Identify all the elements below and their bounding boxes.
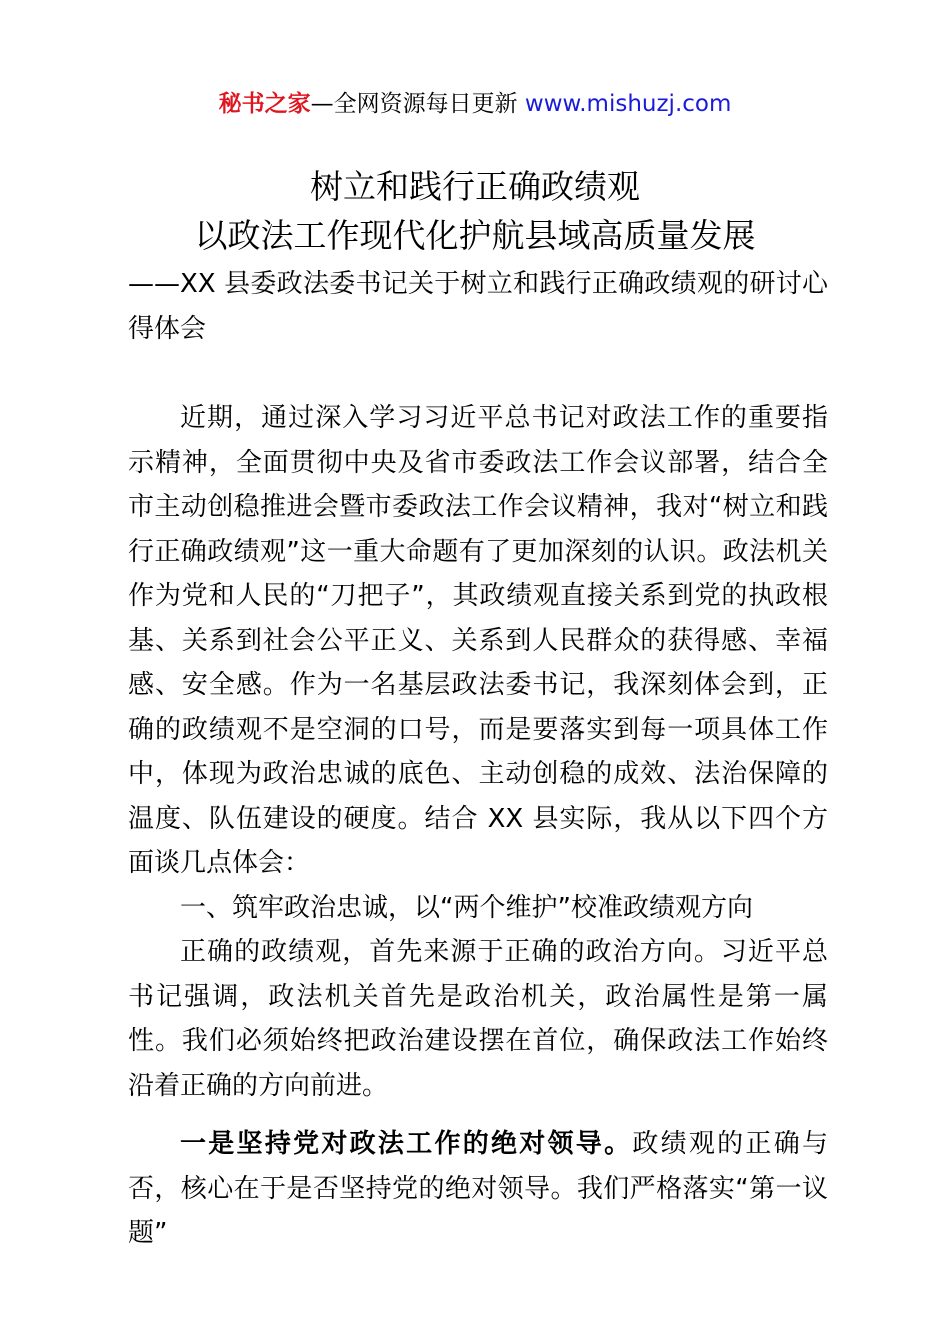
point1-text: 政绩观的正确与否，核心在于是否坚持党的绝对领导。我们严格落实“第一议题” xyxy=(128,1129,828,1248)
header-url[interactable]: www.mishuzj.com xyxy=(524,91,732,117)
brand-name: 秘书之家 xyxy=(218,91,311,117)
header-banner xyxy=(0,86,950,122)
document-title-line2: 以政法工作现代化护航县域高质量发展 xyxy=(194,216,756,255)
document-title-line1: 树立和践行正确政绩观 xyxy=(310,167,640,206)
document-body xyxy=(128,396,828,1256)
point1-lead: 一是坚持党对政法工作的绝对领导。 xyxy=(180,1129,633,1159)
section-heading-1: 一、筑牢政治忠诚，以“两个维护”校准政绩观方向 xyxy=(180,892,753,923)
paragraph-intro: 近期，通过深入学习习近平总书记对政法工作的重要指示精神，全面贯彻中央及省市委政法工作会议部署，结合全市主动创稳推进会暨市委政法工作会议精神，我对“树立和践行正确政绩观”这一重大命题有了更加深刻的认识。政法机关作为党和人民的“刀把子”，其政绩观直接关系到党的执政根基、关系到社会公平正义、关系到人民群众的获得感、幸福感、安全感。作为一名基层政法委书记，我深刻体会到，正确的政绩观不是空洞的口号，而是要落实到每一项具体工作中，体现为政治忠诚的底色、主动创稳的成效、法治保障的温度、队伍建设的硬度。结合 XX 县实际，我从以下四个方面谈几点体会： xyxy=(128,403,828,878)
paragraph-section1: 正确的政绩观，首先来源于正确的政治方向。习近平总书记强调，政法机关首先是政治机关，政治属性是第一属性。我们必须始终把政治建设摆在首位，确保政法工作始终沿着正确的方向前进。 xyxy=(128,937,828,1101)
paragraph-point1 xyxy=(128,1122,828,1256)
document-subtitle: ——XX 县委政法委书记关于树立和践行正确政绩观的研讨心得体会 xyxy=(128,269,828,344)
header-slogan: —全网资源每日更新 xyxy=(310,91,518,117)
